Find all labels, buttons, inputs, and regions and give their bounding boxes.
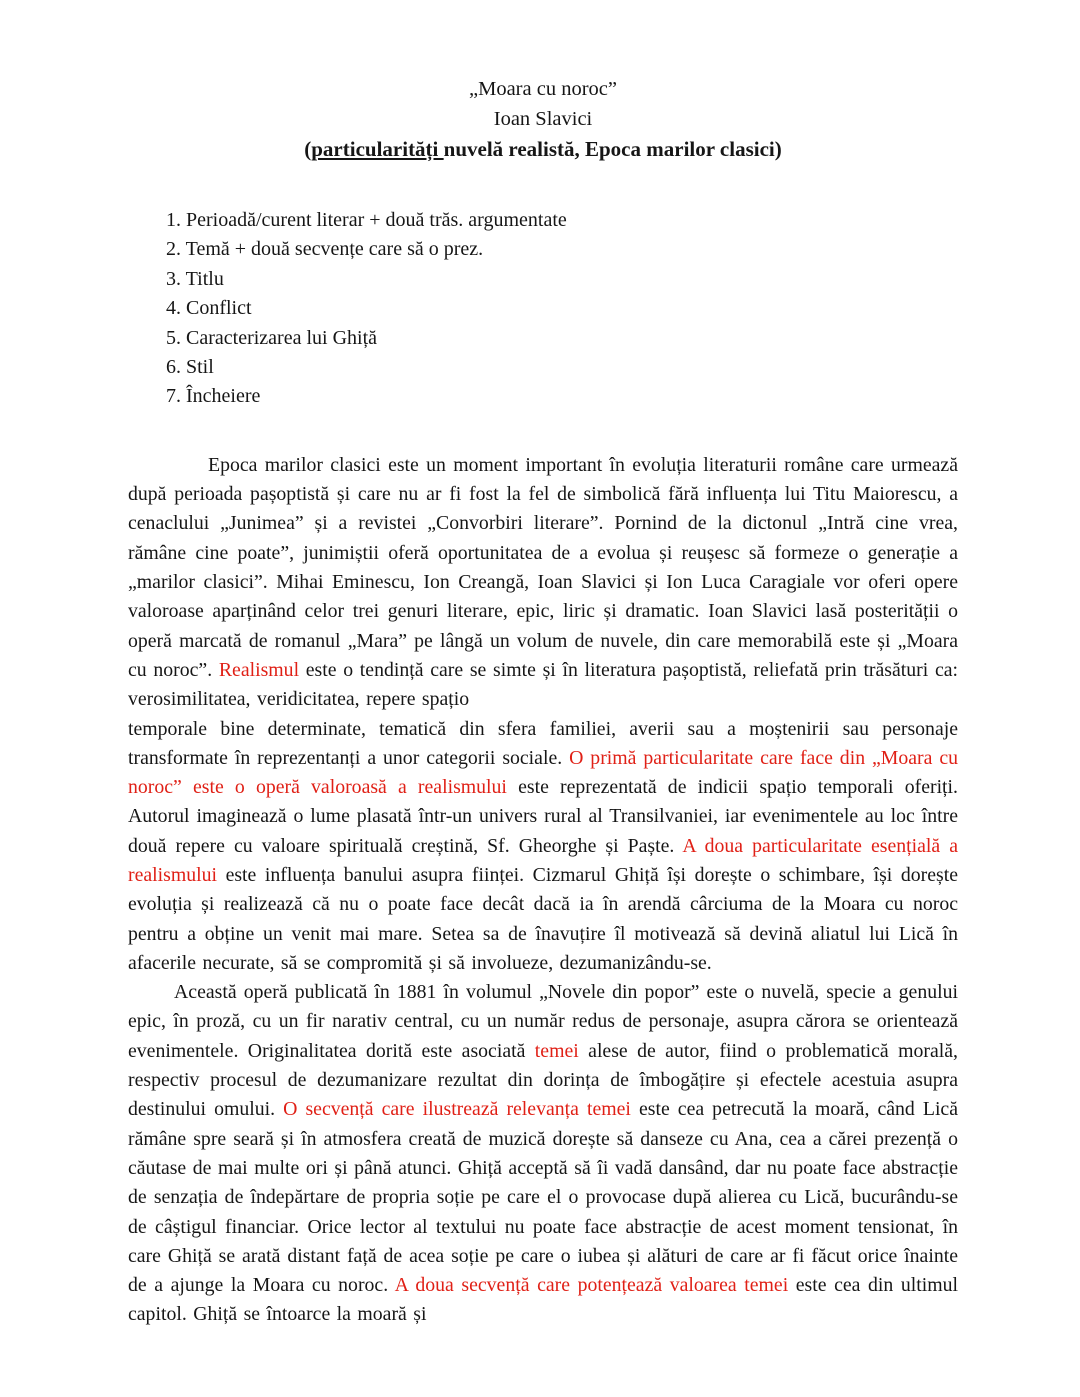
doc-author: Ioan Slavici	[493, 108, 593, 130]
body-text: temporale bine determinate, tematică din sfera familiei, averii sau a moștenirii sau personaje transformate în reprezentanți a unor categorii sociale.	[128, 717, 958, 769]
outline-item: 7. Încheiere	[166, 385, 261, 408]
doc-title: „Moara cu noroc”	[469, 78, 617, 100]
outline-item: 6. Stil	[166, 356, 214, 379]
paragraph	[128, 978, 958, 1330]
highlighted-red-text: O secvență care ilustrează relevanța temei	[283, 1098, 631, 1121]
subtitle-rest-text: nuvelă realistă, Epoca marilor clasici)	[443, 137, 782, 161]
paragraph	[128, 451, 958, 978]
essay-body	[128, 451, 958, 1330]
body-text: alese de autor, fiind o problematică morală, respectiv procesul de dezumanizare rezultat din dorința de îmbogățire și efectele acestuia asupra destinului omului.	[128, 1039, 958, 1121]
body-text: Această operă publicată în 1881 în volumul „Novele din popor” este o nuvelă, specie a genului epic, în proză, cu un fir narativ central, cu un număr redus de personaje, asupra cărora se orientează evenimentele. Originalitatea dorită este asociată	[128, 981, 958, 1062]
highlighted-red-text: O primă particularitate care face din „Moara cu noroc” este o operă valoroasă a realismului	[128, 746, 958, 799]
highlighted-red-text: A doua secvență care potențează valoarea temei	[394, 1274, 789, 1297]
outline-item: 1. Perioadă/curent literar + două trăs. argumentate	[166, 209, 567, 231]
body-text: este influența banului asupra ființei. Cizmarul Ghiță își dorește o schimbare, își dorește evoluția și realizează că nu o poate face decât dacă ia în arendă cârciuma de la Moara cu noroc pentru a obține un venit mai mare. Setea sa de înavuțire îl motivează să devină aliatul lui Lică în afacerile necurate, să se compromită și să involueze, dezumanizându-se.	[128, 864, 958, 974]
highlighted-red-text: A doua particularitate esențială a realismului	[128, 834, 958, 886]
subtitle-underlined-text: particularități	[311, 137, 444, 161]
outline-item: 5. Caracterizarea lui Ghiță	[166, 326, 377, 349]
document-header	[128, 74, 958, 164]
outline-item: 3. Titlu	[166, 267, 224, 290]
subtitle-open-paren: (	[304, 137, 312, 161]
doc-subtitle	[128, 134, 958, 164]
body-text: este cea din ultimul capitol. Ghiță se întoarce la moară și	[128, 1274, 958, 1326]
body-text: Epoca marilor clasici este un moment important în evoluția literaturii române care urmează după perioada pașoptistă și care nu ar fi fost la fel de simbolică fără influența lui Titu Maiorescu, a cenaclului „Junimea” și a revistei „Convorbiri literare”. Pornind de la dictonul „Intră cine vrea, rămâne cine poate”, junimiștii oferă oportunitatea de a evolua și reușesc să formeze o generație a „marilor clasici”. Mihai Eminescu, Ion Creangă, Ioan Slavici și Ion Luca Caragiale vor oferi opere valoroase aparținând celor trei genuri literare, epic, liric și dramatic. Ioan Slavici lasă posterității o operă marcată de romanul „Mara” pe lângă un volum de nuvele, din care memorabilă este și „Moara cu noroc”.	[128, 453, 958, 681]
outline-item: 4. Conflict	[166, 297, 252, 320]
highlighted-red-text: temei	[534, 1039, 579, 1062]
body-text: este reprezentată de indicii spațio temporali oferiți. Autorul imaginează o lume plasată într-un univers rural al Transilvaniei, iar evenimentele au loc între două repere cu valoare spirituală creștină, Sf. Gheorghe și Paște.	[128, 776, 958, 857]
outline-item: 2. Temă + două secvențe care să o prez.	[166, 238, 484, 261]
body-text: este cea petrecută la moară, când Lică rămâne spre seară și în atmosfera creată de muzică dorește să danseze cu Ana, cea a cărei prezență o căutase de mai multe ori și până atunci. Ghiță acceptă să îi vadă dansând, dar nu poate face abstracție de senzația de îndepărtare de propria soție pe care el o provocase după alierea cu Lică, bucurându-se de câștigul financiar. Orice lector al textului nu poate face abstracție de acest moment tensionat, în care Ghiță se arată distant față de acea soție pe care o iubea și alături de care ar fi făcut orice înainte de a ajunge la Moara cu noroc.	[128, 1098, 958, 1297]
body-text: este o tendință care se simte și în literatura pașoptistă, reliefată prin trăsături ca: verosimilitatea, veridicitatea, repere spațio	[128, 658, 959, 711]
outline-list	[166, 206, 958, 412]
highlighted-red-text: Realismul	[218, 658, 300, 681]
